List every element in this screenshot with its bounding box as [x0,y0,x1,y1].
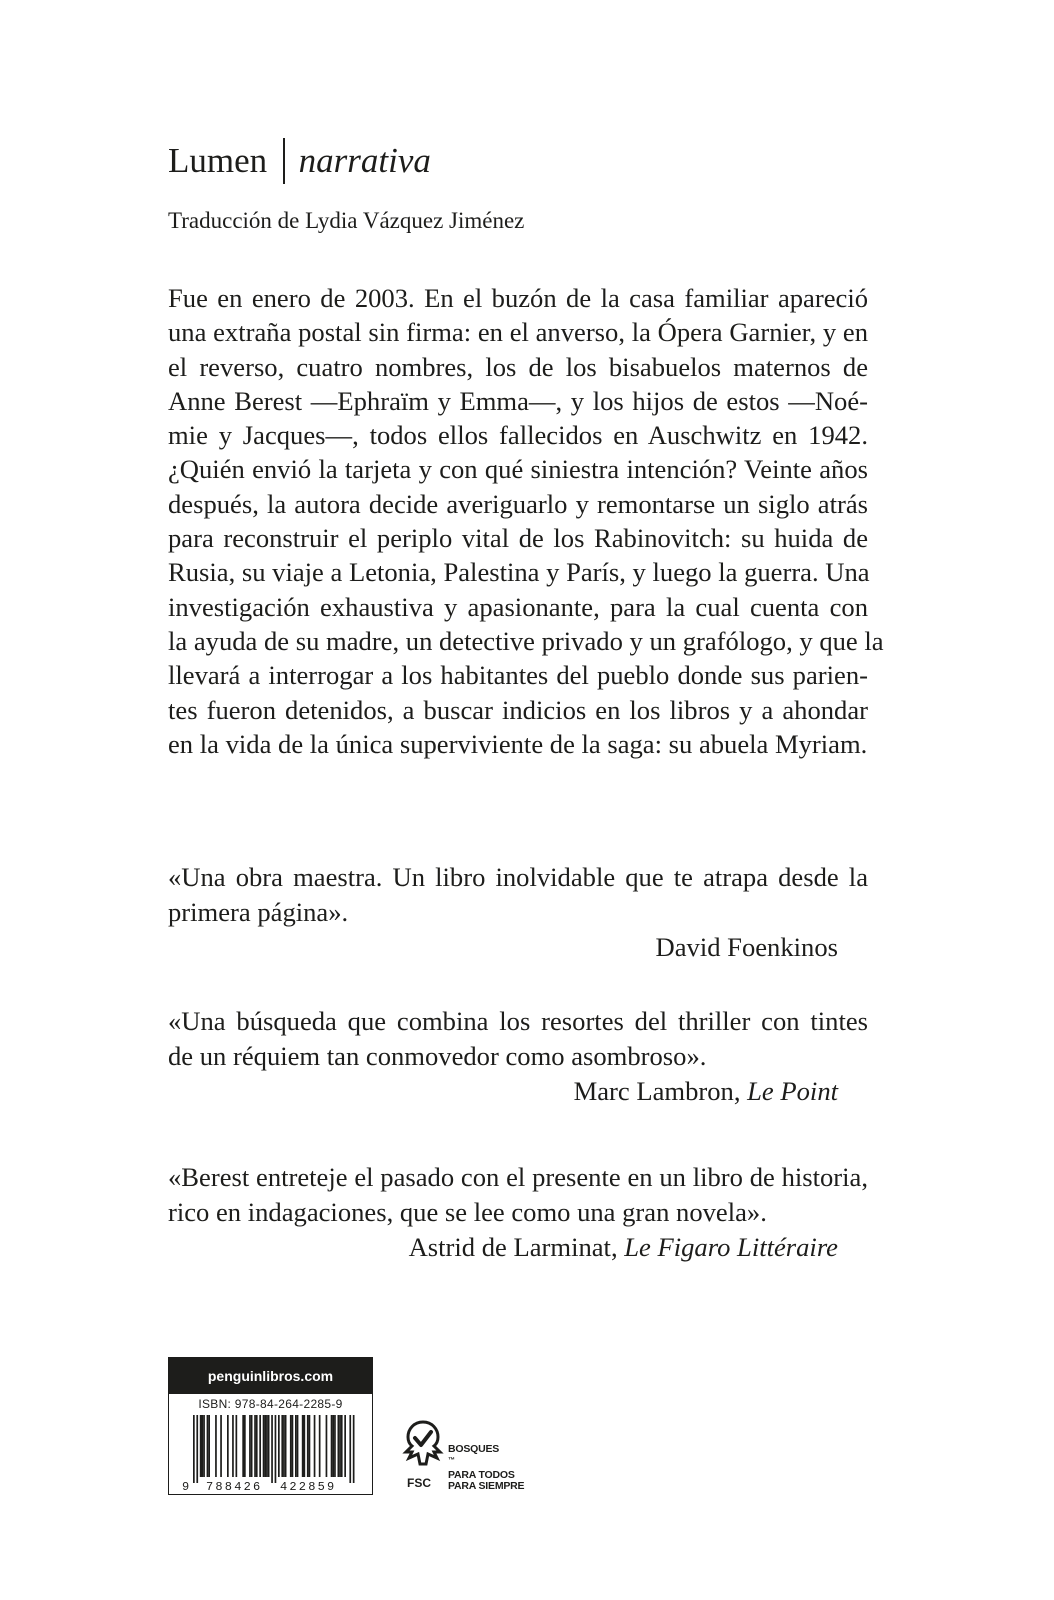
publisher-url: penguinlibros.com [169,1358,372,1394]
quote-source: Le Figaro Littéraire [624,1232,838,1262]
quote-text: de un réquiem tan conmovedor como asombroso». [168,1041,707,1071]
barcode-bar [220,1415,222,1477]
barcode-bar [232,1415,234,1477]
barcode-bar [344,1415,346,1477]
quote-source: Le Point [747,1076,838,1106]
quote-author: Marc Lambron, [573,1076,748,1106]
barcode-bar [325,1415,327,1477]
barcode-bar [330,1415,332,1477]
barcode-bar [267,1415,269,1477]
barcode-bar [249,1415,251,1477]
synopsis-line: Fue en enero de 2003. En el buzón de la casa familiar apareció [168,283,868,313]
fsc-slogan [448,1444,524,1492]
isbn-text: ISBN: 978-84-264-2285-9 [198,1397,343,1411]
barcode-icon [176,1413,366,1493]
barcode-bar [227,1415,229,1477]
quote-attribution [168,1074,838,1109]
barcode-digit-first: 9 [181,1480,189,1493]
barcode-bar [201,1415,203,1477]
barcode-bar [266,1415,268,1477]
review-quote [168,1004,868,1109]
synopsis-line: Rusia, su viaje a Letonia, Palestina y París, y luego la guerra. Una [168,557,870,588]
fsc-slogan-word: BOSQUES [448,1443,500,1455]
barcode-bar [291,1415,293,1477]
quote-text: primera página». [168,897,349,927]
synopsis-line: una extraña postal sin firma: en el anverso, la Ópera Garnier, y en [168,317,868,348]
barcode-bar [242,1415,244,1477]
barcode-digits-right: 422859 [279,1480,336,1493]
synopsis-line: tes fueron detenidos, a buscar indicios en los libros y a ahondar [168,694,868,725]
barcode-bar [349,1415,351,1483]
barcode-bar [303,1415,305,1477]
review-quote [168,1160,868,1265]
quote-text: «Berest entreteje el pasado con el presente en un libro de historia, [168,1162,868,1192]
synopsis-line: llevará a interrogar a los habitantes del pueblo donde sus parien- [168,660,868,691]
barcode-block [168,1357,373,1495]
barcode-digits-left: 788426 [205,1480,262,1493]
barcode-bar [283,1415,285,1477]
barcode-bar [208,1415,210,1477]
fsc-slogan-line [448,1444,524,1470]
barcode-bar [318,1415,320,1477]
tree-check-icon [400,1418,446,1476]
synopsis-line: para reconstruir el periplo vital de los Rabinovitch: su huida de [168,523,868,554]
quote-attribution [168,930,838,965]
publisher-name: Lumen [168,141,268,180]
barcode-bar [254,1415,256,1477]
barcode-bar [295,1415,297,1477]
barcode-bar [199,1415,201,1477]
barcode-bar [296,1415,298,1477]
barcode-bar [289,1415,291,1477]
barcode-bar [334,1415,336,1477]
collection-name: narrativa [298,141,431,180]
barcode-bar [196,1415,198,1483]
barcode-bar [244,1415,246,1477]
synopsis-line: el reverso, cuatro nombres, los de los bisabuelos maternos de [168,351,868,382]
barcode-bar [313,1415,315,1477]
barcode-bar [278,1415,280,1477]
fsc-label: FSC [407,1476,431,1490]
barcode-bar [271,1415,273,1483]
barcode-bar [337,1415,339,1477]
barcode-bar [352,1415,354,1483]
fsc-logo [400,1418,560,1498]
barcode-bar [274,1415,276,1483]
barcode-bar [339,1415,341,1477]
synopsis-line: la ayuda de su madre, un detective privado y un grafólogo, y que la [168,625,884,656]
translator-credit: Traducción de Lydia Vázquez Jiménez [168,208,525,233]
barcode-bar [264,1415,266,1477]
review-quote [168,860,868,965]
trademark-symbol: ™ [448,1457,455,1464]
synopsis-line: mie y Jacques—, todos ellos fallecidos en Auschwitz en 1942. [168,420,868,451]
synopsis-line: en la vida de la única superviviente de la saga: su abuela Myriam. [168,728,868,759]
barcode-bar [259,1415,261,1477]
barcode-bar [215,1415,217,1477]
quote-text: rico en indagaciones, que se lee como una gran novela». [168,1197,767,1227]
barcode-bar [340,1415,342,1477]
quote-text: «Una búsqueda que combina los resortes del thriller con tintes [168,1006,868,1036]
imprint [168,138,431,184]
barcode-bar [206,1415,208,1477]
imprint-divider [283,138,285,184]
barcode-bar [281,1415,283,1477]
fsc-slogan-line: PARA SIEMPRE [448,1479,525,1492]
synopsis-line: investigación exhaustiva y apasionante, para la cual cuenta con [168,591,868,622]
barcode-bar [306,1415,308,1477]
synopsis-line: Anne Berest —Ephraïm y Emma—, y los hijos de estos —Noé- [168,385,868,416]
fsc-slogan-line: PARA TODOS [448,1468,515,1481]
quote-author: Astrid de Larminat, [408,1232,625,1262]
quote-author: David Foenkinos [655,932,838,962]
barcode-bar [193,1415,195,1483]
barcode-bar [255,1415,257,1477]
barcode-bar [332,1415,334,1477]
quote-attribution [168,1230,838,1265]
quote-text: «Una obra maestra. Un libro inolvidable que te atrapa desde la [168,862,868,892]
barcode-bar [203,1415,205,1477]
barcode-bar [301,1415,303,1477]
barcode-bar [284,1415,286,1477]
barcode-bar [308,1415,310,1477]
barcode-bar [235,1415,237,1477]
barcode-bar [262,1415,264,1477]
synopsis-line: después, la autora decide averiguarlo y remontarse un siglo atrás [168,488,868,519]
synopsis [168,281,884,761]
barcode-bar [250,1415,252,1477]
synopsis-line: ¿Quién envió la tarjeta y con qué siniestra intención? Veinte años [168,454,868,485]
